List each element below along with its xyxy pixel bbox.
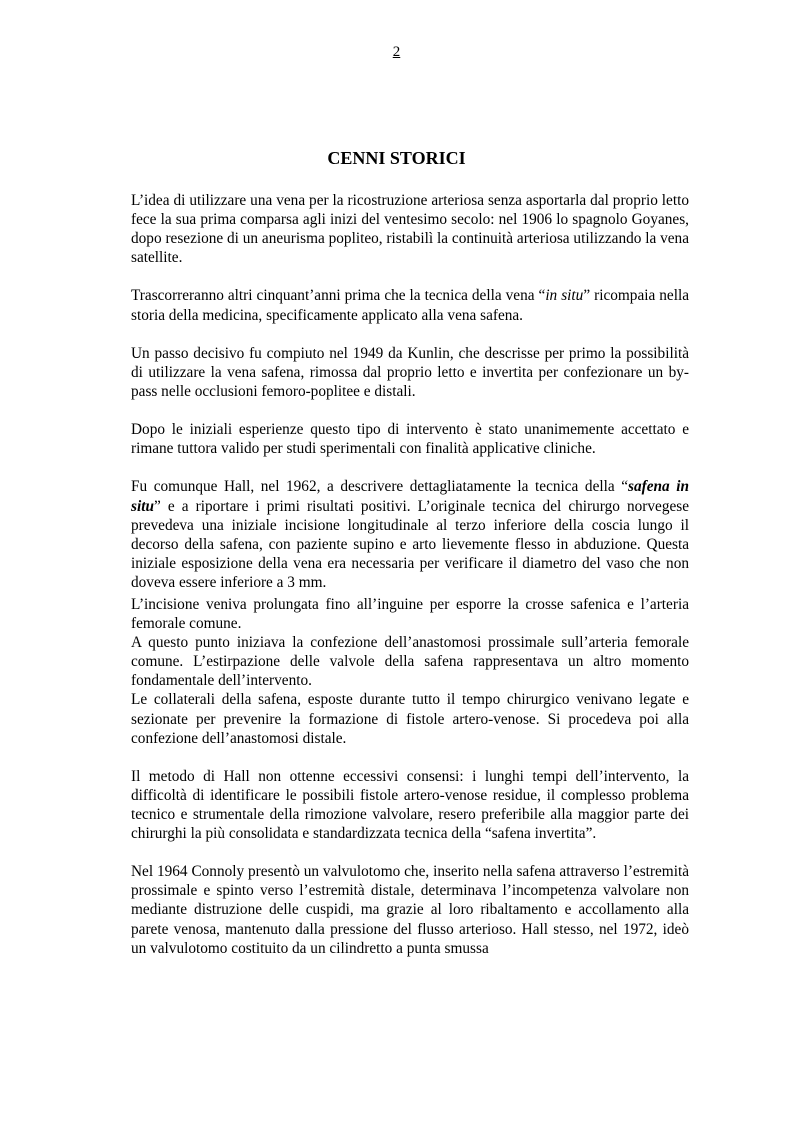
- paragraph-incision: L’incisione veniva prolungata fino all’inguine per esporre la crosse safenica e l’arteria femorale comune.: [131, 595, 689, 633]
- paragraph-hall-method: Il metodo di Hall non ottenne eccessivi consensi: i lunghi tempi dell’intervento, la difficoltà di identificare le possibili fistole artero-venose residue, il complesso problema tecnico e strumentale della rimozione valvolare, resero preferibile alla maggior parte dei chirurghi la più consolidata e standardizzata tecnica della “safena invertita”.: [131, 767, 689, 843]
- paragraph-connoly: Nel 1964 Connoly presentò un valvulotomo che, inserito nella safena attraverso l’estremità prossimale e spinto verso l’estremità distale, determinava l’incompetenza valvolare non mediante distruzione delle cuspidi, ma grazie al loro ribaltamento e accollamento alla parete venosa, mantenuto dalla pressione del flusso arterioso. Hall stesso, nel 1972, ideò un valvulotomo costituito da un cilindretto a punta smussa: [131, 863, 689, 957]
- paragraph-goyanes: L’idea di utilizzare una vena per la ricostruzione arteriosa senza asportarla dal proprio letto fece la sua prima comparsa agli inizi del ventesimo secolo: nel 1906 lo spagnolo Goyanes, dopo resezione di un aneurisma popliteo, ristabilì la continuità arteriosa utilizzando la vena satellite.: [131, 192, 689, 267]
- paragraph-collaterals: Le collaterali della safena, esposte durante tutto il tempo chirurgico venivano legate e sezionate per prevenire la formazione di fistole artero-venose. Si procedeva poi alla confezione dell’anastomosi distale.: [131, 691, 689, 747]
- document-body: [131, 191, 689, 958]
- paragraph-hall: [131, 477, 689, 592]
- paragraph-anastomosis: A questo punto iniziava la confezione dell’anastomosi prossimale sull’arteria femorale comune. L’estirpazione delle valvole della safena rappresentava un altro momento fondamentale dell’intervento.: [131, 634, 689, 690]
- paragraph-kunlin: Un passo decisivo fu compiuto nel 1949 da Kunlin, che descrisse per primo la possibilità di utilizzare la vena safena, rimossa dal proprio letto e invertita per confezionare un by-pass nelle occlusioni femoro-poplitee e distali.: [131, 344, 689, 400]
- paragraph-in-situ: [131, 286, 689, 324]
- page-title: CENNI STORICI: [327, 148, 466, 168]
- paragraph-hall-text-c: ” e a riportare i primi risultati positivi. L’originale tecnica del chirurgo norvegese prevedeva una iniziale incisione longitudinale al terzo inferiore della coscia lungo il decorso della safena, con paziente supino e arto lievemente flesso in abduzione. Questa iniziale esposizione della vena era necessaria per verificare il diametro del vaso che non doveva essere inferiore a 3 mm.: [131, 497, 689, 591]
- page-number: 2: [392, 44, 401, 60]
- in-situ-emphasis: in situ: [545, 287, 584, 305]
- safena-in-situ-emphasis: safena in situ: [131, 478, 689, 515]
- paragraph-acceptance: Dopo le iniziali esperienze questo tipo di intervento è stato unanimemente accettato e rimane tuttora valido per studi sperimentali con finalità applicative cliniche.: [131, 421, 689, 458]
- paragraph-hall-text-a: Fu comunque Hall, nel 1962, a descrivere dettagliatamente la tecnica della “: [131, 478, 629, 496]
- paragraph-in-situ-text-a: Trascorreranno altri cinquant’anni prima che la tecnica della vena “: [131, 287, 546, 305]
- paragraph-in-situ-text-c: ” ricompaia nella storia della medicina, specificamente applicato alla vena safena.: [131, 287, 690, 324]
